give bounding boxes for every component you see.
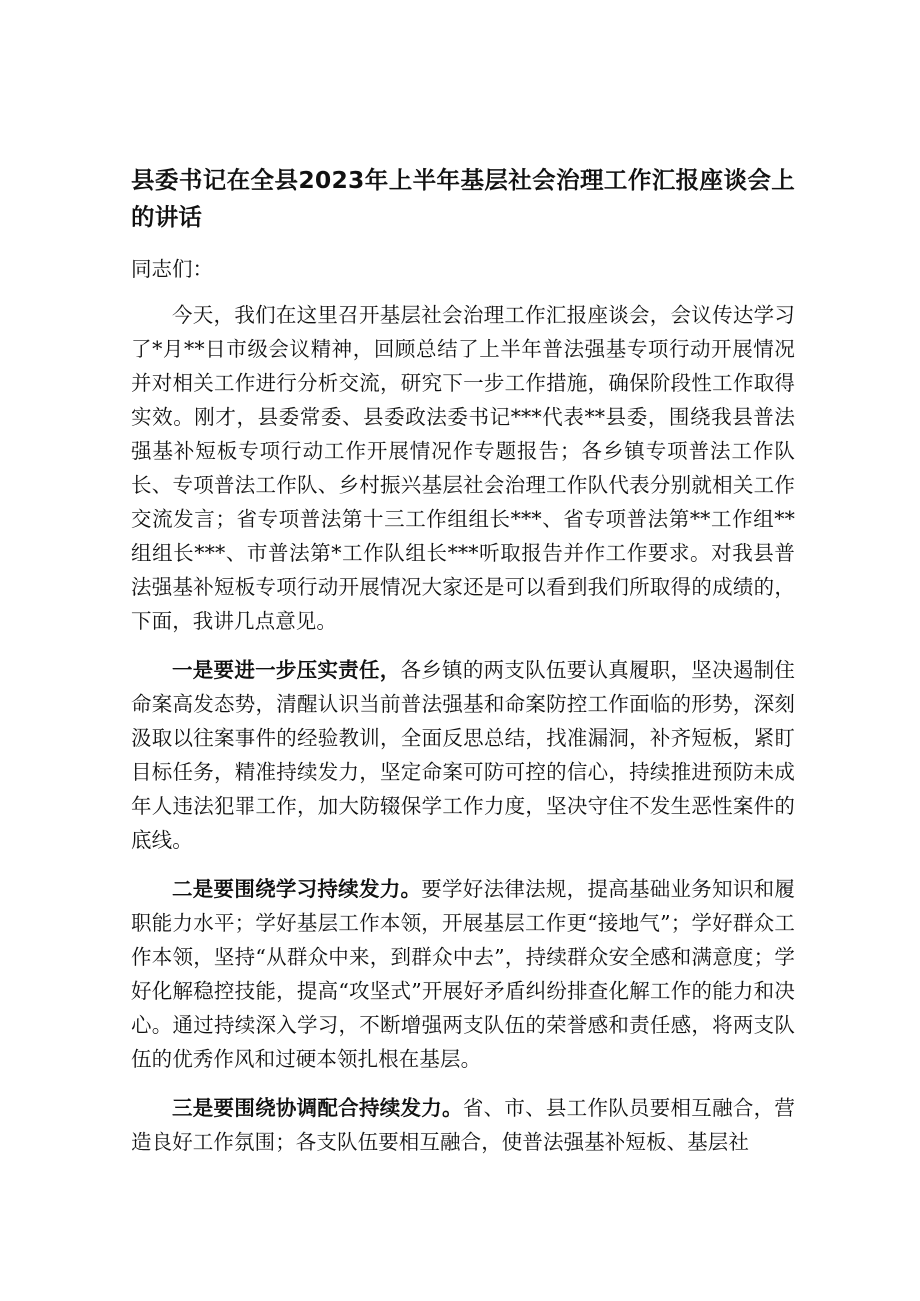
salutation: 同志们：: [131, 257, 213, 281]
point-paragraph-3: [131, 1091, 795, 1159]
point-body-1: 各乡镇的两支队伍要认真履职，坚决遏制住命案高发态势，清醒认识当前普法强基和命案防控工作面临的形势，深刻汲取以往案事件的经验教训，全面反思总结，找准漏洞，补齐短板，紧盯目标任务，精准持续发力，坚定命案可防可控的信心，持续推进预防未成年人违法犯罪工作，加大防辍保学工作力度，坚决守住不发生恶性案件的底线。: [131, 658, 795, 852]
point-lead-2: 二是要围绕学习持续发力。: [172, 877, 422, 901]
point-lead-1: 一是要进一步压实责任，: [172, 658, 401, 682]
point-body-2: 要学好法律法规，提高基础业务知识和履职能力水平；学好基层工作本领，开展基层工作更“接地气”；学好群众工作本领，坚持“从群众中来，到群众中去”，持续群众安全感和满意度；学好化解稳控技能，提高“攻坚式”开展好矛盾纠纷排查化解工作的能力和决心。通过持续深入学习，不断增强两支队伍的荣誉感和责任感，将两支队伍的优秀作风和过硬本领扎根在基层。: [131, 877, 795, 1071]
point-paragraph-1: [131, 653, 795, 857]
document-page: [131, 162, 795, 1174]
point-paragraph-2: [131, 872, 795, 1076]
point-lead-3: 三是要围绕协调配合持续发力。: [172, 1096, 463, 1120]
intro-paragraph: 今天，我们在这里召开基层社会治理工作汇报座谈会，会议传达学习了*月**日市级会议精神，回顾总结了上半年普法强基专项行动开展情况并对相关工作进行分析交流，研究下一步工作措施，确保阶段性工作取得实效。刚才，县委常委、县委政法委书记***代表**县委，围绕我县普法强基补短板专项行动工作开展情况作专题报告；各乡镇专项普法工作队长、专项普法工作队、乡村振兴基层社会治理工作队代表分别就相关工作交流发言；省专项普法第十三工作组组长***、省专项普法第**工作组**组组长***、市普法第*工作队组长***听取报告并作工作要求。对我县普法强基补短板专项行动开展情况大家还是可以看到我们所取得的成绩的，下面，我讲几点意见。: [131, 303, 795, 633]
point-body-3: 省、市、县工作队员要相互融合，营造良好工作氛围；各支队伍要相互融合，使普法强基补短板、基层社: [131, 1096, 795, 1154]
document-title: 县委书记在全县2023年上半年基层社会治理工作汇报座谈会上的讲话: [131, 166, 795, 231]
